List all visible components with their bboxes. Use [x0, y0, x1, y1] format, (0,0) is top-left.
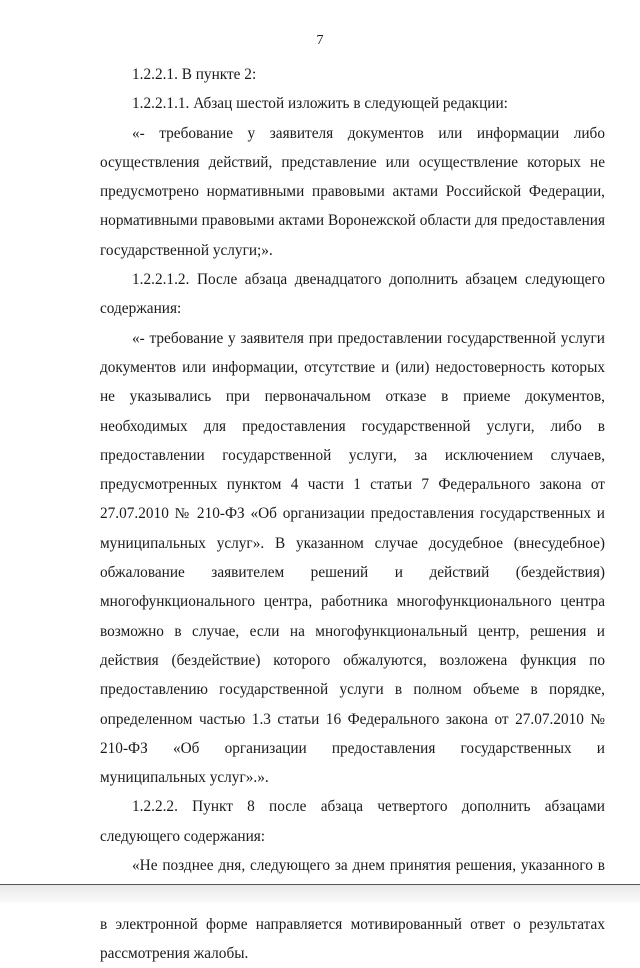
paragraph-1-2-2-1-1: 1.2.2.1.1. Абзац шестой изложить в следующей редакции: — [132, 95, 508, 113]
quoted-paragraph-response: «Не позднее дня, следующего за днем принятия решения, указанного в в электронной форме направляется мотивированный ответ о результатах рассмотрения жалобы. — [100, 857, 605, 962]
quoted-paragraph-sixth: «- требование у заявителя документов или информации либо осуществления действий, представление или осуществление которых не предусмотрено нормативными правовыми актами Российской Федерации, нормативными правовыми актами Воронежской области для предоставления государственной услуги;». — [100, 124, 605, 259]
document-body — [100, 60, 605, 968]
paragraph-1-2-2-1: 1.2.2.1. В пункте 2: — [132, 66, 257, 83]
page-number: 7 — [316, 33, 324, 48]
scan-bottom-shadow — [0, 885, 640, 903]
quoted-paragraph-requirement: «- требование у заявителя при предоставлении государственной услуги документов или информации, отсутствие и (или) недостоверность которых не указывались при первоначальном отказе в приеме документов, необходимых для предоставления государственной услуги, либо в предоставлении государственной услуги, за исключением случаев, предусмотренных пунктом 4 части 1 статьи 7 Федерального закона от 27.07.2010 № 210-ФЗ «Об организации предоставления государственных и муниципальных услуг». В указанном случае досудебное (внесудебное) обжалование заявителем решений и действий (бездействия) многофункционального центра, работника многофункционального центра возможно в случае, если на многофункциональный центр, решения и действия (бездействие) которого обжалуются, возложена функция по предоставлению государственной услуги в полном объеме в порядке, определенном частью 1.3 статьи 16 Федерального закона от 27.07.2010 № 210-ФЗ «Об организации предоставления государственных и муниципальных услуг».». — [100, 329, 605, 787]
paragraph-1-2-2-1-2: 1.2.2.1.2. После абзаца двенадцатого дополнить абзацем следующего содержания: — [100, 271, 605, 318]
paragraph-1-2-2-2: 1.2.2.2. Пункт 8 после абзаца четвертого дополнить абзацами следующего содержания: — [100, 798, 605, 845]
